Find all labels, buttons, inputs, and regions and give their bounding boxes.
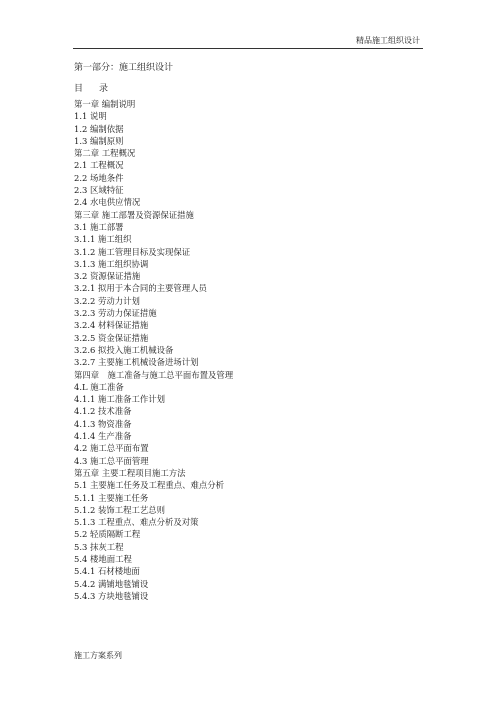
toc-entry: 4.1.3 物资准备: [74, 418, 132, 429]
toc-entry: 1.3 编制原则: [74, 135, 124, 146]
toc-entry: 3.2.7 主要施工机械设备进场计划: [74, 357, 199, 368]
table-of-contents: [74, 98, 233, 602]
header-divider: [73, 48, 423, 49]
toc-entry: 4.3 施工总平面管理: [74, 455, 149, 466]
toc-entry: 3.1.2 施工管理目标及实现保证: [74, 246, 191, 257]
toc-entry: 5.2 轻质隔断工程: [74, 529, 141, 540]
toc-heading-char-1: 目: [74, 84, 84, 94]
toc-entry: 3.2.2 劳动力计划: [74, 295, 140, 306]
toc-entry: 4.L 施工准备: [74, 381, 124, 392]
toc-entry: 3.2.3 劳动力保证措施: [74, 308, 157, 319]
toc-entry: 5.1.2 装饰工程工艺总则: [74, 504, 165, 515]
toc-heading-char-2: 录: [99, 84, 109, 94]
toc-entry: 3.2 资源保证措施: [74, 271, 141, 282]
part-title: 第一部分：施工组织设计: [74, 63, 174, 73]
toc-entry: 3.1 施工部署: [74, 221, 124, 232]
toc-entry: 4.1.4 生产准备: [74, 431, 132, 442]
toc-entry: 2.4 水电供应情况: [74, 197, 141, 208]
toc-entry: 4.1.1 施工准备工作计划: [74, 394, 165, 405]
toc-entry: 5.4.1 石材楼地面: [74, 566, 140, 577]
toc-entry: 5.1 主要施工任务及工程重点、难点分析: [74, 480, 224, 491]
toc-entry: 3.2.6 拟投入施工机械设备: [74, 344, 174, 355]
toc-entry: 4.2 施工总平面布置: [74, 443, 149, 454]
toc-entry: 5.1.1 主要施工任务: [74, 492, 149, 503]
toc-entry: 3.1.3 施工组织协调: [74, 258, 149, 269]
toc-entry: 2.1 工程概况: [74, 160, 124, 171]
toc-entry: 2.3 区域特征: [74, 185, 124, 196]
toc-entry: 5.1.3 工程重点、难点分析及对策: [74, 517, 199, 528]
toc-entry: 3.2.5 资金保证措施: [74, 332, 149, 343]
toc-entry: 1.1 说明: [74, 111, 107, 122]
toc-entry: 3.2.1 拟用于本合同的主要管理人员: [74, 283, 207, 294]
toc-entry: 3.1.1 施工组织: [74, 234, 132, 245]
toc-heading: [74, 84, 108, 95]
toc-entry: 第一章 编制说明: [74, 99, 136, 109]
page-header-title: 精品施工组织设计: [356, 36, 420, 45]
toc-entry: 5.4.2 满铺地毯铺设: [74, 578, 149, 589]
toc-entry: 1.2 编制依据: [74, 123, 124, 134]
toc-entry: 4.1.2 技术准备: [74, 406, 132, 417]
toc-entry: 第三章 施工部署及资源保证措施: [74, 209, 194, 220]
page-footer-text: 施工方案系列: [74, 651, 122, 660]
toc-entry: 5.3 抹灰工程: [74, 541, 124, 552]
toc-entry: 5.4 楼地面工程: [74, 553, 132, 564]
toc-entry: 第五章 主要工程项目施工方法: [74, 467, 186, 478]
toc-entry: 第二章 工程概况: [74, 148, 136, 159]
toc-entry: 2.2 场地条件: [74, 172, 124, 183]
toc-entry: 3.2.4 材料保证措施: [74, 320, 149, 331]
toc-entry: 第四章 施工准备与施工总平面布置及管理: [74, 369, 234, 380]
toc-entry: 5.4.3 方块地毯铺设: [74, 590, 149, 601]
